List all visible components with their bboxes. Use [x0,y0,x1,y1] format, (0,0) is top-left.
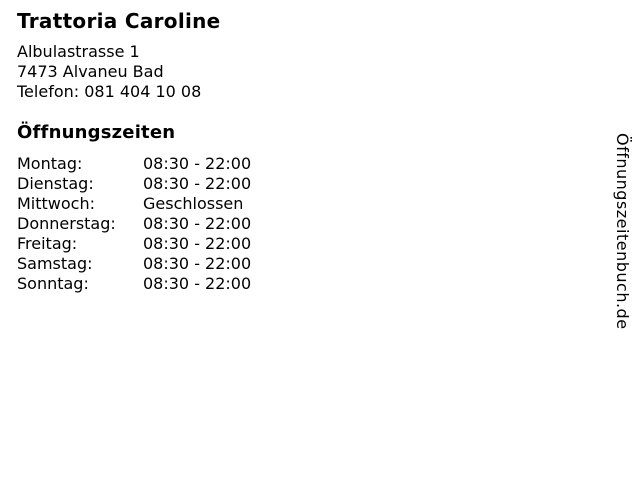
address-city: 7473 Alvaneu Bad [17,62,164,81]
day-label: Samstag: [17,254,93,273]
day-label: Sonntag: [17,274,89,293]
hours-table [17,154,251,294]
page-title: Trattoria Caroline [17,9,221,33]
business-page [17,9,251,294]
day-label: Freitag: [17,234,78,253]
hours-row-friday [17,234,251,254]
day-label: Donnerstag: [17,214,116,233]
time-value: 08:30 - 22:00 [143,154,252,173]
watermark-link[interactable]: Öffnungszeitenbuch.de [613,133,632,330]
time-value: 08:30 - 22:00 [143,174,252,193]
hours-row-wednesday [17,194,251,214]
day-label: Mittwoch: [17,194,95,213]
address-block [17,42,251,102]
address-street: Albulastrasse 1 [17,42,140,61]
hours-row-saturday [17,254,251,274]
day-label: Dienstag: [17,174,94,193]
hours-heading: Öffnungszeiten [17,122,176,143]
time-value: Geschlossen [143,194,244,213]
phone-line: Telefon: 081 404 10 08 [17,82,202,101]
hours-row-tuesday [17,174,251,194]
time-value: 08:30 - 22:00 [143,274,252,293]
hours-row-thursday [17,214,251,234]
hours-row-monday [17,154,251,174]
time-value: 08:30 - 22:00 [143,254,252,273]
day-label: Montag: [17,154,83,173]
time-value: 08:30 - 22:00 [143,214,252,233]
time-value: 08:30 - 22:00 [143,234,252,253]
hours-row-sunday [17,274,251,294]
